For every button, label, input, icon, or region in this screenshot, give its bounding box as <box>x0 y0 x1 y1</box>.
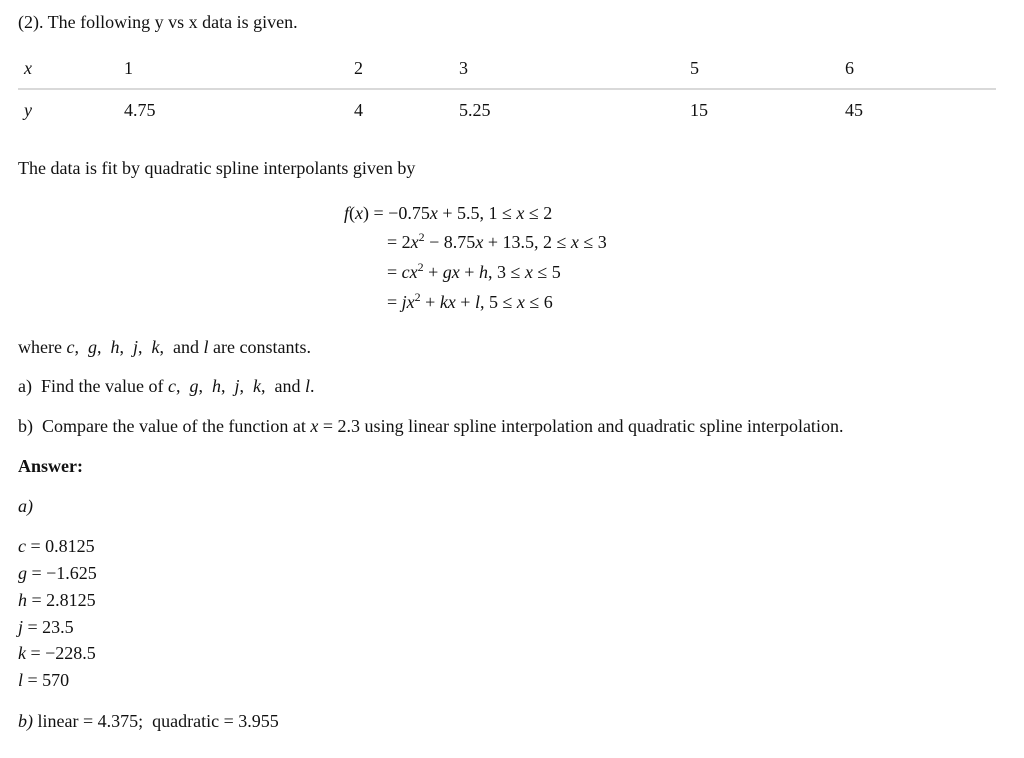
answer-b: b) linear = 4.375; quadratic = 3.955 <box>18 711 279 731</box>
table-x-value: 6 <box>845 58 854 78</box>
table-y-value: 5.25 <box>459 100 491 120</box>
table-y-value: 45 <box>845 100 863 120</box>
table-y-value: 15 <box>690 100 708 120</box>
answer-g: g = −1.625 <box>18 563 97 583</box>
table-x-value: 3 <box>459 58 468 78</box>
table-x-value: 1 <box>124 58 133 78</box>
answer-j: j = 23.5 <box>18 617 74 637</box>
question-part-b: b) Compare the value of the function at x = 2.3 using linear spline interpolation and quadratic spline interpolation. <box>18 416 844 436</box>
answer-c: c = 0.8125 <box>18 536 95 556</box>
table-x-value: 5 <box>690 58 699 78</box>
table-x-label: x <box>24 58 32 78</box>
table-y-value: 4.75 <box>124 100 156 120</box>
answer-a-label: a) <box>18 496 33 516</box>
table-y-value: 4 <box>354 100 363 120</box>
equation-row-4: = $jx^2$ + kx + l, 5 ≤ x ≤ 6 <box>387 290 553 312</box>
answer-k: k = −228.5 <box>18 643 96 663</box>
question-part-a: a) Find the value of c, g, h, j, k, and l. <box>18 376 315 396</box>
answer-h: h = 2.8125 <box>18 590 96 610</box>
table-divider <box>18 88 996 90</box>
answer-l: l = 570 <box>18 670 70 690</box>
answer-heading: Answer: <box>18 456 83 476</box>
equation-row-3: = $cx^2$ + gx + h, 3 ≤ x ≤ 5 <box>387 260 561 282</box>
equation-row-1: f(x) = −0.75x + 5.5, 1 ≤ x ≤ 2 <box>344 203 553 223</box>
problem-intro: (2). The following y vs x data is given. <box>18 12 298 32</box>
constants-statement: where c, g, h, j, k, and l are constants. <box>18 337 311 357</box>
table-y-label: y <box>24 100 32 120</box>
fit-description: The data is fit by quadratic spline interpolants given by <box>18 158 416 178</box>
equation-row-2: = $2x^2 - 8.75x + 13.5$, 2 ≤ x ≤ 3 <box>387 230 607 252</box>
table-x-value: 2 <box>354 58 363 78</box>
